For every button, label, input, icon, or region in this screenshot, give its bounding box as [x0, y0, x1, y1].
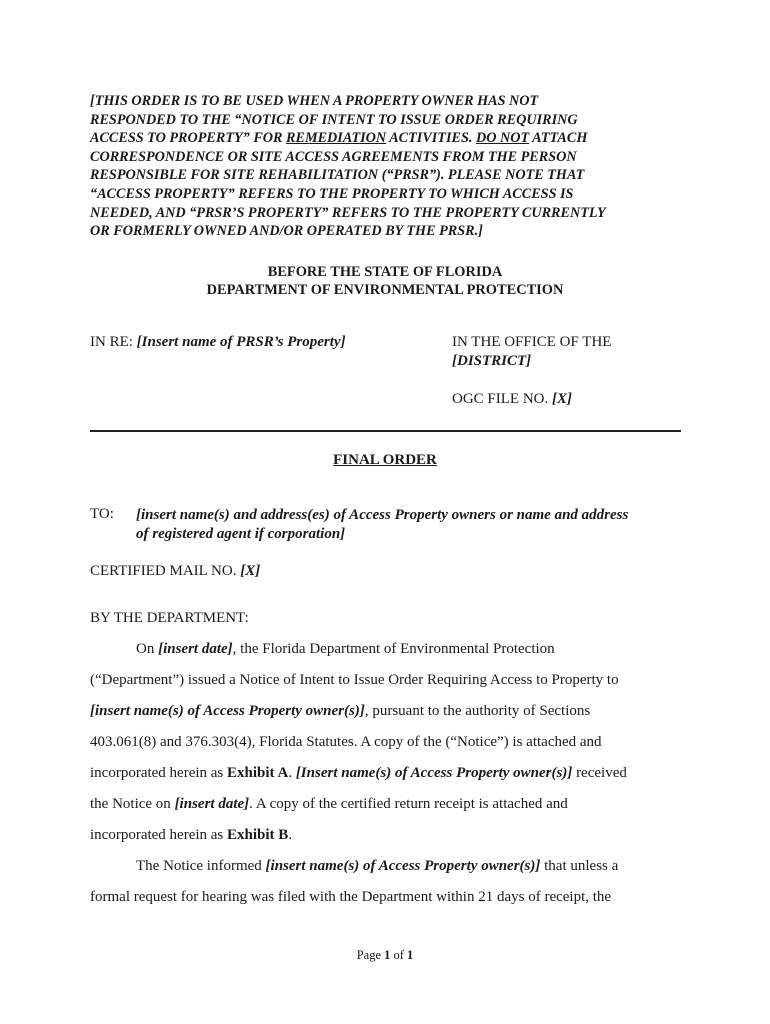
- instruction-text-3: ATTACH CORRESPONDENCE OR SITE ACCESS AGREEMENTS FROM THE PERSON RESPONSIBLE FOR SITE REHABILITATION (“PRSR”). PLEASE NOTE THAT “ACCESS PROPERTY” REFERS TO THE PROPERTY TO WHICH ACCESS IS NEEDED, AND “PRSR’S PROPERTY” REFERS TO THE PROPERTY CURRENTLY OR FORMERLY OWNED AND/OR OPERATED BY THE PRSR.]: [90, 130, 606, 240]
- body-line: [90, 796, 568, 813]
- body-line: (“Department”) issued a Notice of Intent to Issue Order Requiring Access to Property to: [90, 672, 619, 688]
- certified-value: [X]: [240, 563, 261, 579]
- body-line: [90, 765, 627, 782]
- ogc-value: [X]: [552, 391, 572, 407]
- caption-office: [452, 333, 611, 409]
- text-run: The Notice informed: [136, 858, 266, 874]
- text-run: . A copy of the certified return receipt is attached and: [249, 796, 568, 812]
- text-run: On: [136, 641, 159, 657]
- document-title: FINAL ORDER: [333, 452, 437, 468]
- to-recipient: [insert name(s) and address(es) of Access Property owners or name and address of registered agent if corporation]: [136, 507, 629, 542]
- placeholder-date: [insert date]: [174, 796, 250, 812]
- page-number: 1: [384, 948, 391, 962]
- body-line: [90, 827, 292, 844]
- in-re-label: IN RE:: [90, 334, 137, 350]
- ogc-file: [452, 390, 611, 409]
- text-run: , pursuant to the authority of Sections: [364, 703, 591, 719]
- instruction-block: [90, 92, 690, 241]
- placeholder-date: [insert date]: [158, 641, 233, 657]
- body-line: 403.061(8) and 376.303(4), Florida Statutes. A copy of the (“Notice”) is attached and: [90, 734, 602, 750]
- office-district: [DISTRICT]: [452, 353, 532, 369]
- exhibit-b: Exhibit B: [227, 827, 289, 843]
- caption-in-re: [90, 333, 346, 352]
- instruction-text-1: [THIS ORDER IS TO BE USED WHEN A PROPERTY OWNER HAS NOT RESPONDED TO THE “NOTICE OF INTENT TO ISSUE ORDER REQUIRING ACCESS TO PROPERTY” FOR: [90, 93, 578, 147]
- to-label: TO:: [90, 506, 114, 522]
- exhibit-a: Exhibit A: [227, 765, 289, 781]
- page-label: Page: [356, 948, 385, 962]
- by-department: BY THE DEPARTMENT:: [90, 610, 249, 626]
- text-run: incorporated herein as: [90, 765, 228, 781]
- instruction-do-not: DO NOT: [475, 130, 530, 147]
- body-line: [90, 703, 590, 720]
- office-label: IN THE OFFICE OF THE: [452, 334, 612, 350]
- text-run: the Notice on: [90, 796, 175, 812]
- body-line: formal request for hearing was filed with the Department within 21 days of receipt, the: [90, 889, 612, 905]
- of-label: of: [390, 948, 408, 962]
- placeholder-owner: [insert name(s) of Access Property owner(s)]: [265, 858, 541, 874]
- ogc-label: OGC FILE NO.: [452, 391, 552, 407]
- text-run: that unless a: [540, 858, 619, 874]
- text-run: .: [288, 827, 293, 843]
- placeholder-owner: [insert name(s) of Access Property owner(s)]: [90, 703, 365, 719]
- body-line: [136, 858, 618, 875]
- instruction-remediation: REMEDIATION: [286, 130, 387, 147]
- caption-divider: [90, 430, 681, 432]
- body-line: [136, 641, 555, 658]
- heading-state: BEFORE THE STATE OF FLORIDA: [267, 264, 503, 280]
- instruction-text-2: ACTIVITIES.: [386, 130, 476, 147]
- text-run: , the Florida Department of Environmental Protection: [232, 641, 555, 657]
- text-run: .: [288, 765, 296, 781]
- certified-mail: [90, 563, 260, 580]
- text-run: incorporated herein as: [90, 827, 228, 843]
- heading-department: DEPARTMENT OF ENVIRONMENTAL PROTECTION: [206, 282, 564, 298]
- page-total: 1: [407, 948, 414, 962]
- text-run: received: [572, 765, 627, 781]
- certified-label: CERTIFIED MAIL NO.: [90, 563, 241, 579]
- page-footer: [0, 948, 770, 963]
- placeholder-owner: [Insert name(s) of Access Property owner(s)]: [295, 765, 573, 781]
- in-re-value: [Insert name of PRSR’s Property]: [136, 334, 346, 350]
